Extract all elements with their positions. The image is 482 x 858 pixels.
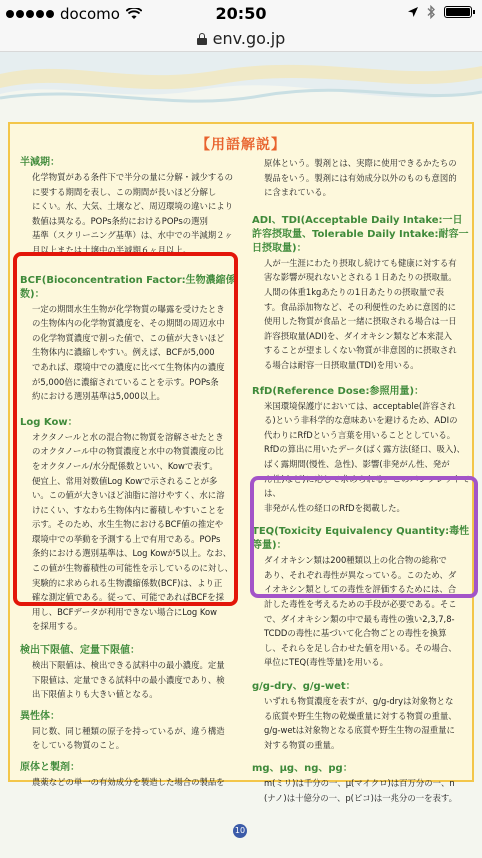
definition-line: 約における選別基準は5,000以上。 (32, 391, 165, 402)
definition-line: 人間の体重1kgあたりの1日あたりの摂取量で表 (264, 286, 444, 297)
glossary-entry (252, 762, 470, 805)
definition-line: イオキシン類としての毒性を評価するためには、合 (264, 584, 457, 595)
glossary-entry (252, 214, 470, 373)
definition-line: 数値は異なる。POPs条約におけるPOPsの選別 (32, 215, 208, 226)
definition-line: (ナノ)は十億分の一、p(ピコ)は一兆分の一を表す。 (264, 793, 458, 803)
glossary-title: 【用語解説】 (196, 137, 286, 153)
definition-line: TCDDの毒性に基づいて化合物ごとの毒性を換算 (264, 628, 447, 639)
glossary-term: 異性体： (20, 710, 60, 722)
glossary-term: mg、μg、ng、pg： (252, 763, 353, 775)
definition-line: を採用する。 (32, 621, 83, 632)
status-time: 20:50 (215, 4, 267, 23)
definition-line: の化学物質濃度で割った値で、この値が大きいほど (32, 332, 225, 343)
definition-line: 農薬などの単一の有効成分を製造した場合の製品を (32, 777, 225, 787)
glossary-definition (252, 694, 470, 752)
page-content[interactable] (0, 52, 482, 858)
definition-line: し、それらを足し合わせた値を用いる。その場合、 (264, 642, 457, 653)
definition-line: 使用した物質が食品と一緒に摂取される場合は一日 (264, 316, 457, 327)
definition-line: が5,000倍に濃縮されていることを示す。POPs条 (32, 376, 219, 387)
definition-line: で、ダイオキシン類の中で最も毒性の強い2,3,7,8- (264, 613, 455, 624)
definition-line: のオクタノール中の物質濃度と水中の物質濃度の比 (32, 446, 224, 457)
glossary-definition (20, 170, 240, 258)
definition-line: 条約における選別基準は、Log Kowが5以上。なお、 (32, 548, 232, 559)
definition-line: をしている物質のこと。 (32, 740, 125, 751)
definition-line: 生物体内に濃縮しやすい。例えば、BCFが5,000 (32, 347, 215, 358)
definition-line: RfDの算出に用いたデータ(ばく露方法(経口、吸入)、 (264, 444, 465, 455)
definition-line: る)という非科学的な意味あいを避けるため、ADIの (264, 415, 458, 426)
definition-line: 下限値は、定量できる試料中の最小濃度であり、検 (32, 674, 225, 685)
url-text: env.go.jp (212, 29, 286, 48)
glossary-term: 検出下限値、定量下限値： (20, 645, 140, 657)
glossary-term: 原体と製剤： (20, 762, 80, 773)
glossary-term: RfD(Reference Dose:参照用量)： (252, 385, 425, 397)
bcf-logkow-highlight-box (13, 252, 238, 606)
glossary-term: TEQ(Toxicity Equivalency Quantity:毒性等量)： (252, 526, 470, 552)
definition-line: に含まれている。 (264, 187, 331, 198)
definition-line: 計した毒性を考えるための手段が必要である。そこ (264, 599, 457, 610)
definition-line: 許容摂取量(ADI)を、ダイオキシン類など本来混入 (264, 330, 452, 341)
battery-icon (444, 6, 472, 18)
definition-line: ばく露期間(慢性、急性)、影響(非発がん性、発が (264, 458, 450, 469)
address-bar[interactable] (0, 28, 482, 52)
definition-line: 基準（スクリーニング基準）は、水中での半減期２ヶ (32, 230, 233, 241)
definition-line: 月以上または土壌中の半減期６ヶ月以上。 (32, 244, 192, 255)
definition-line: 人が一生涯にわたり摂取し続けても健康に対する有 (264, 257, 457, 268)
status-bar (0, 0, 482, 28)
definition-line: 単位にTEQ(毒性等量)を用いる。 (264, 657, 389, 668)
definition-line: いずれも物質濃度を表すが、g/g-dryは対象物とな (264, 696, 454, 707)
glossary-term: 半減期： (20, 157, 60, 168)
definition-line: 化学物質がある条件下で半分の量に分解・減少するの (32, 172, 233, 182)
header-wave-decoration (0, 52, 482, 122)
glossary-entry (20, 761, 240, 790)
glossary-definition (20, 775, 240, 790)
glossary-definition (20, 658, 240, 702)
definition-line: 用し、BCFデータが利用できない場合にLog Kow (32, 606, 217, 617)
definition-line: 一定の期間水生生物が化学物質の曝露を受けたとき (32, 303, 225, 314)
definition-line: 出下限値よりも大きい値となる。 (32, 689, 158, 700)
glossary-definition (252, 776, 470, 805)
definition-line: あり、それぞれ毒性が異なっている。このため、ダ (264, 569, 457, 580)
bluetooth-icon (427, 5, 436, 19)
carrier-name: docomo (60, 5, 120, 23)
definition-line: す。食品添加物など、その利便性のために意図的に (264, 301, 456, 312)
definition-line: 環境中での挙動を予測する上で有用である。POPs (32, 533, 221, 544)
lock-icon (197, 33, 207, 45)
glossary-entry (252, 156, 470, 200)
definition-line: 非発がん性の経口のRfDを掲載した。 (264, 502, 405, 513)
glossary-definition (252, 256, 470, 373)
definition-line: であれば、環境中での濃度に比べて生物体内の濃度 (32, 361, 225, 372)
glossary-definition (20, 724, 240, 753)
definition-line: g/g-wetは対象物となる底質や野生生物の湿重量に (264, 725, 455, 736)
definition-line: 検出下限値は、検出できる試料中の最小濃度。定量 (32, 660, 225, 671)
glossary-definition (252, 156, 470, 200)
definition-line: することが望ましくない物質が非意図的に摂取され (264, 345, 457, 356)
teq-highlight-box (250, 476, 478, 598)
glossary-term: Log Kow： (20, 416, 78, 428)
definition-line: をオクタノール/水分配係数といい、Kowで表す。 (32, 460, 218, 471)
definition-line: 害な影響が現れないとされる１日あたりの摂取量。 (264, 272, 457, 283)
definition-line: 示す。そのため、水生生物におけるBCF値の推定や (32, 519, 224, 530)
glossary-entry (20, 644, 240, 702)
definition-line: m(ミリ)は千分の一、μ(マイクロ)は百万分の一、n (264, 778, 455, 789)
definition-line: 実験的に求められる生物濃縮係数(BCF)は、より正 (32, 577, 223, 588)
definition-line: に要する期間を表し、この期間が長いほど分解し (32, 186, 217, 197)
definition-line: 製品をいう。製剤には有効成分以外のものも意図的 (264, 172, 457, 183)
definition-line: この値が生物蓄積性の可能性を示しているのに対し、 (32, 563, 233, 574)
glossary-entry (20, 710, 240, 753)
definition-line: にくい。水、大気、土壌など、周辺環境の違いにより (32, 201, 233, 212)
definition-line: 同じ数、同じ種類の原子を持っているが、違う構造 (32, 725, 225, 736)
location-arrow-icon (407, 6, 419, 18)
glossary-page (8, 122, 474, 803)
definition-line: る底質や野生生物の乾燥重量に対する物質の重量、 (264, 710, 457, 721)
status-right (407, 5, 472, 19)
definition-line: ん性)など)に応じて求められる。このパンフレットでは、 (264, 473, 470, 499)
definition-line: 対する物質の重量。 (264, 739, 340, 750)
definition-line: い。この値が大きいほど油脂に溶けやすく、水に溶 (32, 490, 225, 501)
glossary-term: ADI、TDI(Acceptable Daily Intake:一日許容摂取量、Tolerable Daily Intake:耐容一日摂取量)： (252, 214, 469, 254)
definition-line: 米国環境保護庁においては、acceptable(許容され (264, 400, 456, 411)
definition-line: オクタノールと水の混合物に物質を溶解させたとき (32, 431, 224, 442)
glossary-entry (20, 156, 240, 258)
definition-line: 便宜上、常用対数値Log Kowで示されることが多 (32, 475, 218, 486)
definition-line: 確な測定値である。従って、可能であればBCFを採 (32, 592, 224, 603)
definition-line: る場合は耐容一日摂取量(TDI)を用いる。 (264, 359, 419, 370)
glossary-term: g/g-dry、g/g-wet： (252, 681, 356, 693)
glossary-term: BCF(Bioconcentration Factor:生物濃縮係数)： (20, 274, 236, 300)
glossary-entry (252, 680, 470, 752)
definition-line: けにくい、すなわち生物体内に蓄積しやすいことを (32, 504, 225, 515)
definition-line: 原体という。製剤とは、実際に使用できるかたちの (264, 158, 457, 168)
definition-line: ダイオキシン類は200種類以上の化合物の総称で (264, 555, 447, 566)
definition-line: の生物体内の化学物質濃度を、その期間の周辺水中 (32, 318, 225, 329)
page-number-badge: 10 (233, 824, 247, 838)
definition-line: 代わりにRfDという言葉を用いることとしている。 (264, 429, 456, 440)
